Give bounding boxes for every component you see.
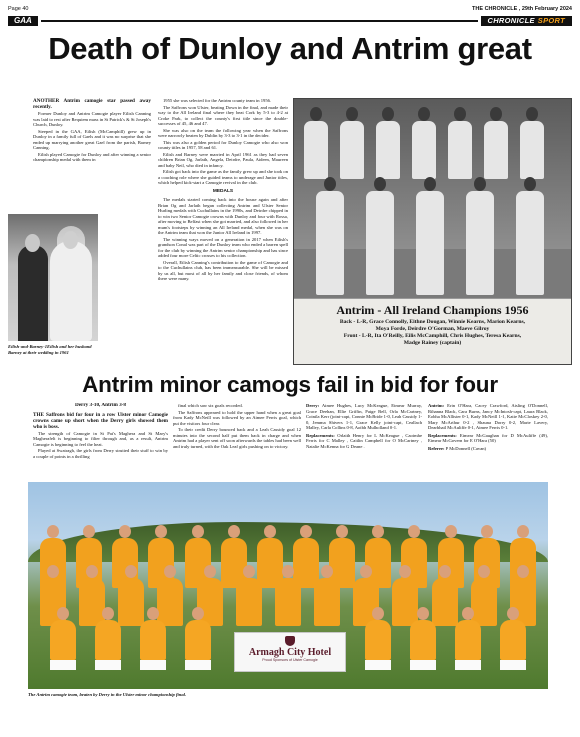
player-figure	[79, 578, 105, 626]
player-figure	[471, 578, 497, 626]
story2-paragraph: To their credit Derry bounced back and a Leah Cassidy goal 12 minutes into the second half put them back in charge and when Antrim had a player sent off soon afterwards the tables had been well and truly turned, with the Oak Leaf girls pushing on to victory.	[173, 427, 301, 449]
player-figure	[95, 620, 121, 660]
banner-sponsor-name: Armagh City Hotel	[248, 647, 332, 658]
player-figure	[455, 620, 481, 660]
player-figure	[366, 191, 394, 295]
referee-name: P McDonnell (Cavan)	[445, 445, 487, 451]
player-head	[418, 107, 430, 121]
derry-subs-label: Replacements:	[306, 432, 335, 438]
player-figure	[410, 620, 436, 660]
page-number: Page 40	[8, 6, 29, 12]
bride-head	[63, 231, 78, 249]
referee-label: Referee:	[428, 445, 445, 451]
team-photo-caption: The Antrim camogie team, beaten by Derry in the Ulster minor championship final.	[28, 692, 187, 697]
match-result: Derry 3-10, Antrim 3-8	[75, 403, 126, 408]
player-figure	[314, 578, 340, 626]
antrim-replacements	[428, 433, 548, 444]
derry-subs: Orlaith Henry for L McKeague , Caoimhe Ferris for C Malley , Caitlin Campbell for O McCartney , Natalie McKenna for G Deane .	[306, 432, 422, 449]
brand-main: CHRONICLE	[487, 16, 535, 25]
player-figure	[365, 620, 391, 660]
hotel-crest-icon	[285, 636, 295, 646]
player-figure	[185, 620, 211, 660]
player-figure	[392, 578, 418, 626]
story2-column-1	[33, 403, 168, 479]
section-rule	[41, 20, 478, 22]
derry-team	[306, 403, 422, 431]
gaa-section-tag: GAA	[8, 16, 38, 26]
plate-line: Back - L-R, Grace Connolly, Eithne Dougan, Winnie Kearns, Marion Kearns,	[339, 319, 526, 325]
player-figure	[516, 191, 544, 295]
sponsor-banner	[234, 632, 346, 672]
antrim-players: Erin O'Hara, Cacey Crawford, Aisling O'Donnell, Rihanna Black, Cara Burns, Jancy McIntosh-capt, Laura Black, Eobha McAllister 0-1, Kady McNeill 1-1, Katie McCloskey 2-0, Mary McArthur 0-2 , Shauna Dorry 0-2, Marie Lavery, Dearbhail McAuliffe 0-1, Aimee Ferris 0-1.	[428, 403, 548, 430]
player-figure	[50, 620, 76, 660]
story1-column-1	[33, 98, 151, 212]
section-bar	[8, 16, 572, 26]
player-head	[382, 107, 394, 121]
player-figure	[275, 578, 301, 626]
player-figure	[500, 620, 526, 660]
story1-paragraph: Eilish and Barney were married in April 1961 as they had seven children Brian Og, Jarlath, Angela, Deirdre, Paula, Aideen, Maureen and baby Neil, who died in infancy.	[158, 151, 288, 168]
story2-paragraph: final which saw six goals recorded.	[178, 403, 243, 408]
player-head	[490, 107, 502, 121]
player-figure	[157, 578, 183, 626]
antrim-label: Antrim:	[428, 403, 445, 408]
team-middle-row	[40, 578, 536, 626]
bride-figure	[50, 241, 92, 341]
derry-replacements	[306, 433, 422, 450]
player-head	[454, 107, 466, 121]
page-folio	[8, 4, 572, 14]
story1-paragraph: She was also on the team the following year when the Saffrons were narrowly beaten by Dublin by 3-3 to 3-1 in the decider.	[158, 127, 288, 138]
player-head	[474, 177, 486, 191]
publication-dateline: THE CHRONICLE , 29th February 2024	[472, 6, 572, 12]
player-figure	[304, 121, 328, 179]
player-figure	[376, 121, 400, 179]
player-figure	[520, 121, 544, 179]
referee-line	[428, 446, 548, 452]
derry-players: Aimee Hughes, Lucy McKeague, Eimear Murray, Grace Deehan, Ellie Griffin, Paige Bell, Orla McCartney, Coinila Kerr (joint-capt, Connie McBride 1-0, Leah Cassidy 1-0, Jemma Shivers 1-1, Grace Kelly joint-capt, Ceallach Malley, Carla Collins 0-8, Aoibh Mulholland 0-1.	[306, 403, 422, 430]
player-head	[424, 177, 436, 191]
player-head	[324, 177, 336, 191]
story1-paragraph: 1955 she was selected for the Antrim county team in 1956.	[163, 98, 272, 103]
player-figure	[340, 121, 364, 179]
player-figure	[118, 578, 144, 626]
antrim-minor-team-photo	[28, 482, 548, 689]
wedding-photo-caption: Eilish-and-Barney-1Eilish and her husband Barney at their wedding in 1961	[8, 344, 92, 355]
derry-lineup	[306, 403, 422, 479]
player-figure	[466, 191, 494, 295]
story1-paragraph: This was also a golden period for Dunloy Camogie who also won county titles in 1957, 58 and 61.	[158, 139, 288, 150]
player-head	[346, 107, 358, 121]
story1-paragraph: Overall, Eilish Canning's contribution to the game of Camogie and to the Cuchullains club, has been immeasurable. She will be missed by us all, but most of all by her family and close friends, of whom there were many.	[158, 259, 288, 281]
story2-lead: THE Saffrons bid for four in a row Ulster minor Camogie crowns came up short when the Derry girls showed them who is boss.	[33, 411, 168, 430]
story1-paragraph: The Saffrons won Ulster, beating Down in the final, and made their way to the All Ireland final where they beat Cork by 5-3 to 4-2 at Croke Park, to collect the county's first title since the double-successes of 45, 46 and 47.	[158, 104, 288, 126]
story1-paragraph: The medals started coming back into the house again and after Brian Og and Jarlath began collecting Antrim and Ulster Senior Hurling medals with Cuchullains in the 1990s, and Deirdre chipped in to win two Senior Camogie crowns with Dunloy and four with Rossa, after moving to Belfast when she got married, and also followed in her mum's footsteps by winning an All Ireland medal, when she was on the Antrim team that won the Junior All Ireland in 1997.	[158, 197, 288, 235]
story1-paragraph: Eilish played Camogie for Dunloy and after winning a senior championship medal with them in	[33, 151, 151, 162]
story2-paragraph: The strength of Camogie in St Pat's Maghera and St Mary's Magherafelt is beginning to filter through and, as a result, Antrim Camogie is beginning to feel the heat.	[33, 430, 168, 447]
plate-title: Antrim - All Ireland Champions 1956	[336, 303, 529, 317]
brand-sport: SPORT	[537, 16, 565, 25]
team-1956-photo	[293, 98, 572, 365]
plate-line: Moya Forde, Deirdre O'Gorman, Maeve Gilroy	[375, 326, 490, 332]
player-figure	[416, 191, 444, 295]
player-figure	[236, 578, 262, 626]
plate-line: Madge Rainey (captain)	[403, 340, 462, 346]
antrim-subs: Eimear McGaughan for D McAuliffe (49), Eimear McGovern for E O'Hara (50)	[428, 432, 548, 443]
story1-column-2	[158, 98, 288, 366]
story1-paragraph: Former Dunloy and Antrim Camogie player Eilish Canning was laid to rest after Requiem mass in St Patrick's & St Joseph's Church, Dunloy.	[33, 111, 151, 127]
story2-column-2	[173, 403, 301, 479]
player-figure	[140, 620, 166, 660]
story2-paragraph: The Saffrons appeared to hold the upper hand when a great goal from Kady McNeill was followed by an Aimee Ferris goal, which put the visitors four clear.	[173, 409, 301, 426]
medals-subhead: MEDALS	[212, 188, 234, 194]
story2-headline: Antrim minor camogs fail in bid for four	[82, 372, 498, 397]
player-figure	[448, 121, 472, 179]
antrim-team	[428, 403, 548, 431]
story1-paragraph: Steeped in the GAA, Eilish (McCamphill) grew up in Dunloy in a family full of Gaels and it was no surprise that she ended up marrying another great Gael from the parish, Barney Canning.	[33, 128, 151, 150]
player-figure	[432, 578, 458, 626]
player-head	[526, 107, 538, 121]
player-head	[310, 107, 322, 121]
player-head	[524, 177, 536, 191]
player-figure	[316, 191, 344, 295]
chronicle-sport-logo	[481, 16, 573, 26]
story1-paragraph: The winning ways moved on a generation in 2017 when Eilish's grandson Conal was part of the Dunloy team who ended a barren spell for the club by winning the Antrim senior championship and has since added four more Celtic crosses to his collection.	[158, 236, 288, 258]
story1-lead: ANOTHER Antrim camogie star passed away recently.	[33, 98, 151, 110]
player-figure	[484, 121, 508, 179]
player-head	[374, 177, 386, 191]
banner-tagline: Proud Sponsors of Ulster Camogie	[262, 658, 318, 662]
story1-headline: Death of Dunloy and Antrim great	[48, 31, 532, 66]
groom-head	[25, 234, 40, 252]
plate-line: Front - L-R, Ita O'Reilly, Eilis McCamphill, Chris Hughes, Teresa Kearns,	[343, 333, 522, 339]
team-1956-caption-plate	[294, 298, 571, 364]
story2-paragraph: Played at Swatragh, the girls from Derry strutted their stuff to win by a couple of points in a thrilling	[33, 448, 168, 459]
player-figure	[412, 121, 436, 179]
wedding-photo	[8, 214, 98, 341]
antrim-lineup	[428, 403, 548, 479]
groom-figure	[18, 245, 48, 341]
story1-paragraph: Eilish got back into the game as the family grew up and she took on a coaching role where she guided teams to underage and Junior titles, which helped kick-start a Camogie revival in the club.	[158, 169, 288, 185]
derry-label: Derry:	[306, 403, 320, 408]
antrim-subs-label: Replacements:	[428, 432, 457, 438]
